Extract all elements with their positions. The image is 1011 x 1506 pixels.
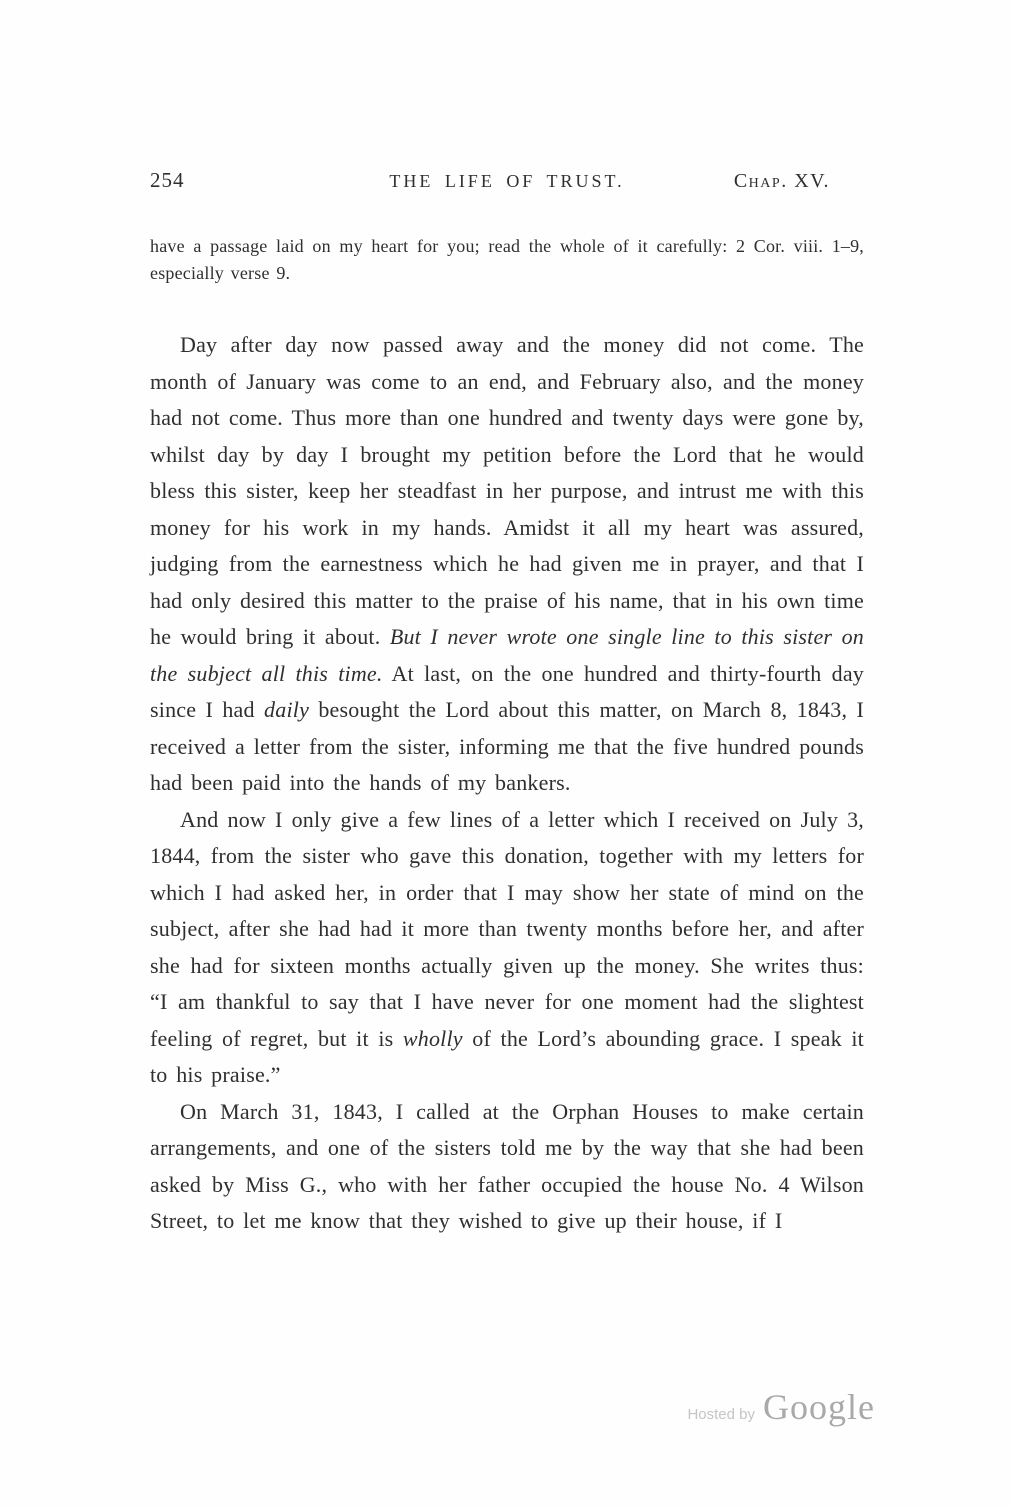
text-run: of the Lord’s abounding grace. I speak it to his praise.” <box>150 1025 864 1087</box>
google-logo: Google <box>763 1387 875 1427</box>
body-text <box>150 327 864 1240</box>
text-run: besought the Lord about this matter, on March 8, 1843, I received a letter from the sister, informing me that the five hundred pounds had been paid into the hands of my bankers. <box>150 697 864 795</box>
text-run: At last, on the one hundred and thirty-fourth day since I had <box>150 660 865 722</box>
text-run-italic: wholly <box>402 1025 463 1051</box>
letter-excerpt: have a passage laid on my heart for you; read the whole of it carefully: 2 Cor. viii. 1–9, especially verse 9. <box>150 236 864 283</box>
running-title: THE LIFE OF TRUST. <box>389 171 625 191</box>
paragraph <box>150 327 864 802</box>
chapter-label: Chap. XV. <box>733 170 830 192</box>
page-header <box>150 168 864 193</box>
google-watermark <box>687 1386 875 1428</box>
text-run-italic: daily <box>264 697 310 722</box>
paragraph <box>150 802 864 1094</box>
text-run: Day after day now passed away and the money did not come. The month of January was come to an end, and February also, and the money had not come. Thus more than one hundred and twenty days were gone by, whilst day by day I brought my petition before the Lord that he would bless this sister, keep her steadfast in her purpose, and intrust me with this money for his work in my hands. Amidst it all my heart was assured, judging from the earnestness which he had given me in prayer, and that I had only desired this matter to the praise of his name, that in his own time he would bring it about. <box>150 332 864 649</box>
text-run: And now I only give a few lines of a letter which I received on July 3, 1844, from the sister who gave this donation, together with my letters for which I had asked her, in order that I may show her state of mind on the subject, after she had had it more than twenty months before her, and after she had for sixteen months actually given up the money. She writes thus: “I am thankful to say that I have never for one moment had the slightest feeling of regret, but it is <box>150 806 864 1051</box>
page-number: 254 <box>150 168 185 192</box>
paragraph <box>150 1094 864 1240</box>
hosted-by-label: Hosted by <box>687 1406 756 1423</box>
text-run-italic: But I never wrote one single line to this sister on the subject all this time. <box>150 624 865 686</box>
text-run: On March 31, 1843, I called at the Orphan Houses to make certain arrangements, and one of the sisters told me by the way that she had been asked by Miss G., who with her father occupied the house No. 4 Wilson Street, to let me know that they wished to give up their house, if I <box>150 1098 864 1233</box>
page-content <box>150 168 864 1240</box>
